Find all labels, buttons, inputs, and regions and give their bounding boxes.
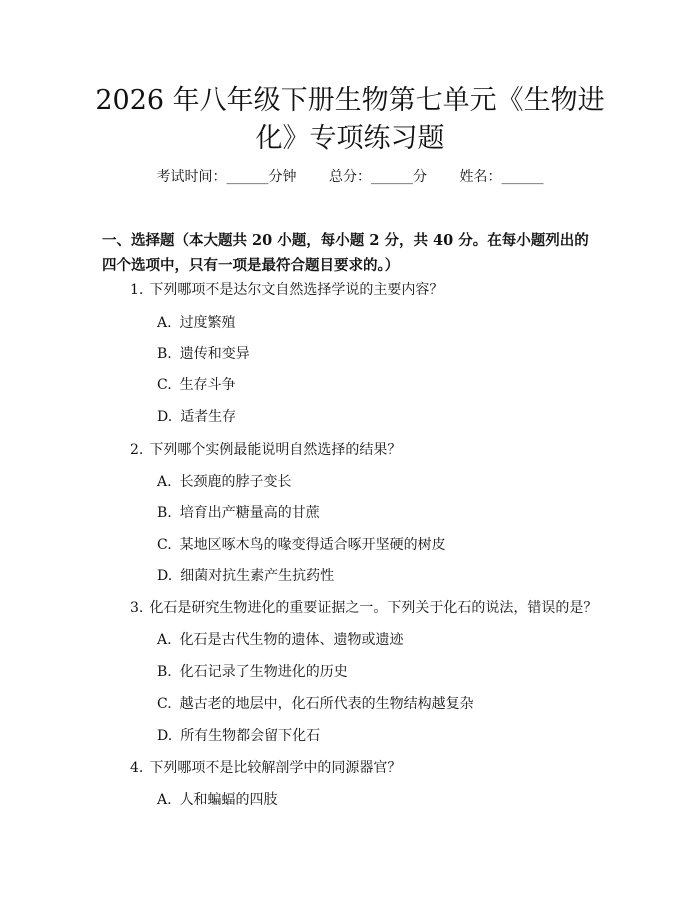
- option-letter: A.: [157, 315, 172, 331]
- question-number: 2.: [130, 442, 144, 458]
- question-2-option-c: [157, 535, 446, 555]
- student-name-field: 姓名：______: [459, 169, 544, 185]
- option-text: 长颈鹿的脖子变长: [179, 474, 292, 490]
- option-letter: B.: [157, 505, 172, 521]
- option-letter: B.: [157, 664, 172, 680]
- question-number: 4.: [130, 760, 144, 776]
- question-1-option-a: [157, 313, 236, 333]
- option-letter: D.: [157, 568, 173, 584]
- option-letter: C.: [157, 377, 172, 393]
- option-letter: D.: [157, 728, 173, 744]
- option-text: 人和蝙蝠的四肢: [179, 792, 278, 808]
- question-3-option-b: [157, 662, 348, 682]
- question-text: 化石是研究生物进化的重要证据之一。下列关于化石的说法，错误的是？: [149, 600, 598, 616]
- title-line-1: 2026 年八年级下册生物第七单元《生物进: [95, 85, 605, 116]
- option-letter: B.: [157, 346, 172, 362]
- option-text: 所有生物都会留下化石: [180, 728, 321, 744]
- question-text: 下列哪项不是比较解剖学中的同源器官？: [149, 760, 402, 776]
- question-4-option-a: [157, 790, 278, 810]
- exam-info-bar: [0, 166, 700, 188]
- option-letter: A.: [157, 632, 172, 648]
- total-score-field: 总分：______分: [329, 169, 427, 185]
- question-1-option-c: [157, 375, 236, 395]
- question-2-option-b: [157, 503, 320, 523]
- question-2: [130, 440, 401, 460]
- question-1-option-b: [157, 344, 250, 364]
- title-line-2: 化》专项练习题: [255, 123, 445, 154]
- option-text: 遗传和变异: [179, 346, 250, 362]
- question-3: [130, 598, 597, 618]
- question-number: 3.: [130, 600, 144, 616]
- question-2-option-a: [157, 472, 292, 492]
- option-text: 越古老的地层中，化石所代表的生物结构越复杂: [179, 696, 474, 712]
- question-1-option-d: [157, 407, 236, 427]
- page-title: [60, 82, 640, 158]
- option-letter: D.: [157, 409, 173, 425]
- option-text: 化石是古代生物的遗体、遗物或遗迹: [179, 632, 404, 648]
- section-heading: 一、选择题（本大题共 20 小题，每小题 2 分，共 40 分。在每小题列出的四个选项中，只有一项是最符合题目要求的。）: [102, 232, 589, 274]
- option-text: 化石记录了生物进化的历史: [179, 664, 348, 680]
- question-text: 下列哪项不是达尔文自然选择学说的主要内容？: [149, 282, 444, 298]
- option-letter: A.: [157, 474, 172, 490]
- option-text: 培育出产糖量高的甘蔗: [179, 505, 320, 521]
- question-2-option-d: [157, 566, 334, 586]
- option-text: 适者生存: [180, 409, 237, 425]
- option-letter: C.: [157, 696, 172, 712]
- exam-time-field: 考试时间：______分钟: [156, 169, 297, 185]
- option-text: 细菌对抗生素产生抗药性: [180, 568, 335, 584]
- option-text: 某地区啄木鸟的喙变得适合啄开坚硬的树皮: [179, 537, 446, 553]
- question-3-option-c: [157, 694, 474, 714]
- option-text: 生存斗争: [179, 377, 236, 393]
- question-1: [130, 280, 443, 300]
- question-number: 1.: [130, 282, 144, 298]
- question-4: [130, 758, 401, 778]
- option-letter: C.: [157, 537, 172, 553]
- question-3-option-d: [157, 726, 320, 746]
- option-letter: A.: [157, 792, 172, 808]
- question-text: 下列哪个实例最能说明自然选择的结果？: [149, 442, 402, 458]
- question-3-option-a: [157, 630, 404, 650]
- option-text: 过度繁殖: [179, 315, 236, 331]
